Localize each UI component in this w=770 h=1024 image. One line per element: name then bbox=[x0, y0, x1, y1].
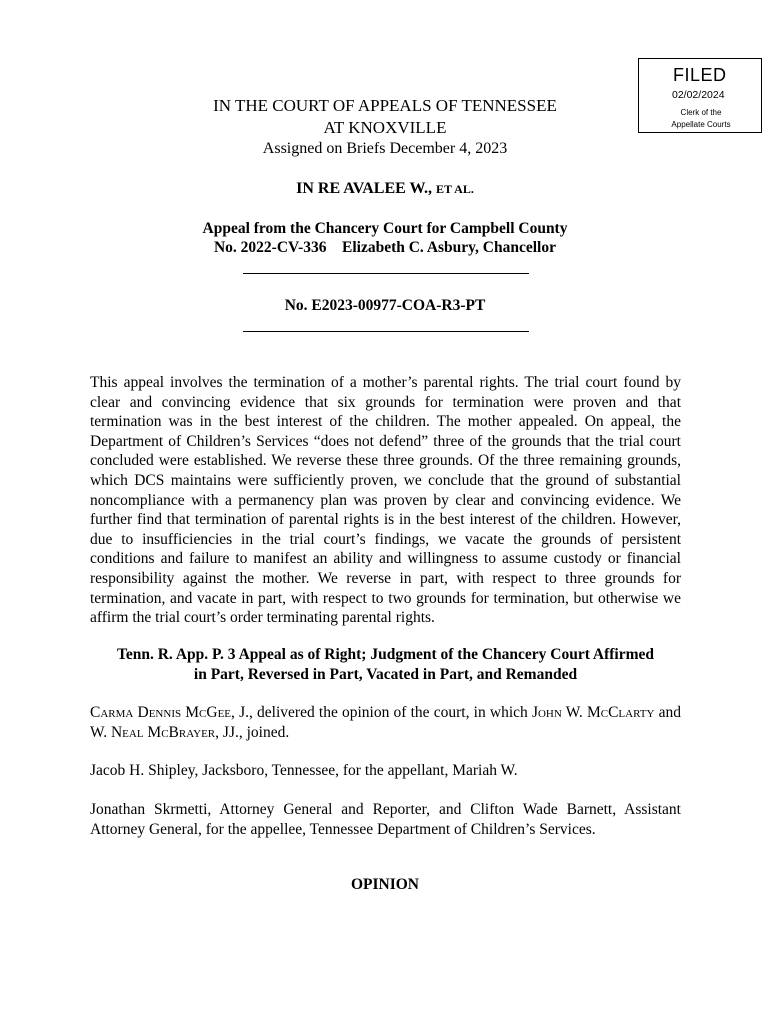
stamp-title: FILED bbox=[673, 65, 727, 85]
divider-top bbox=[243, 273, 529, 274]
appeal-from: Appeal from the Chancery Court for Campbell County bbox=[202, 220, 568, 237]
trial-docket-judge: No. 2022-CV-336 Elizabeth C. Asbury, Chancellor bbox=[213, 239, 556, 256]
court-location: AT KNOXVILLE bbox=[323, 118, 447, 137]
judge2-name: Neal McBrayer bbox=[110, 723, 216, 741]
stamp-date: 02/02/2024 bbox=[672, 89, 725, 101]
attribution-text2: and W. bbox=[90, 704, 681, 741]
disposition-line1: Tenn. R. App. P. 3 Appeal as of Right; Judgment of the Chancery Court Affirmed bbox=[116, 646, 655, 663]
stamp-clerk-line: Clerk of the bbox=[680, 108, 722, 117]
disposition-line2: in Part, Reversed in Part, Vacated in Part, and Remanded bbox=[193, 666, 578, 683]
case-caption bbox=[0, 180, 770, 198]
court-name: IN THE COURT OF APPEALS OF TENNESSEE bbox=[213, 96, 557, 115]
counsel-appellant: Jacob H. Shipley, Jacksboro, Tennessee, for the appellant, Mariah W. bbox=[90, 762, 518, 779]
case-abstract: This appeal involves the termination of a mother’s parental rights. The trial court found by clear and convincing evidence that six grounds for termination were proven and that termination was in the best interest of the children. The mother appealed. On appeal, the Department of Children’s Services “does not defend” three of the grounds that the trial court concluded were established. We reverse these three grounds. Of the three remaining grounds, which DCS maintains were sufficiently proven, we conclude that the ground of substantial noncompliance with a permanency plan was proven by clear and convincing evidence. We further find that termination of parental rights is in the best interest of the children. However, due to insufficiencies in the trial court’s findings, we vacate the grounds of persistent conditions and failure to manifest an ability and willingness to assume custody or financial responsibility against the mother. We reverse in part, with respect to three grounds for termination, and vacate in part, with respect to two grounds for termination, but otherwise we affirm the trial court’s order terminating parental rights. bbox=[90, 374, 681, 627]
attribution-text3: , JJ., joined. bbox=[215, 723, 290, 741]
caption-name: IN RE AVALEE W., bbox=[296, 180, 433, 197]
disposition bbox=[90, 645, 681, 685]
author-name: Carma Dennis McGee bbox=[90, 704, 232, 721]
stamp-courts-line: Appellate Courts bbox=[671, 120, 731, 129]
docket-number: No. E2023-00977-COA-R3-PT bbox=[284, 297, 486, 314]
attribution-text1: , J., delivered the opinion of the court, in which bbox=[231, 704, 532, 721]
opinion-heading: OPINION bbox=[350, 876, 420, 893]
opinion-attribution bbox=[90, 703, 681, 742]
caption-suffix: ET AL. bbox=[436, 182, 474, 196]
counsel-appellee: Jonathan Skrmetti, Attorney General and Reporter, and Clifton Wade Barnett, Assistant Attorney General, for the appellee, Tennessee Department of Children’s Services. bbox=[90, 801, 681, 838]
divider-bottom bbox=[243, 331, 529, 332]
judge1-name: John W. McClarty bbox=[531, 704, 655, 721]
assigned-date: Assigned on Briefs December 4, 2023 bbox=[262, 140, 508, 157]
